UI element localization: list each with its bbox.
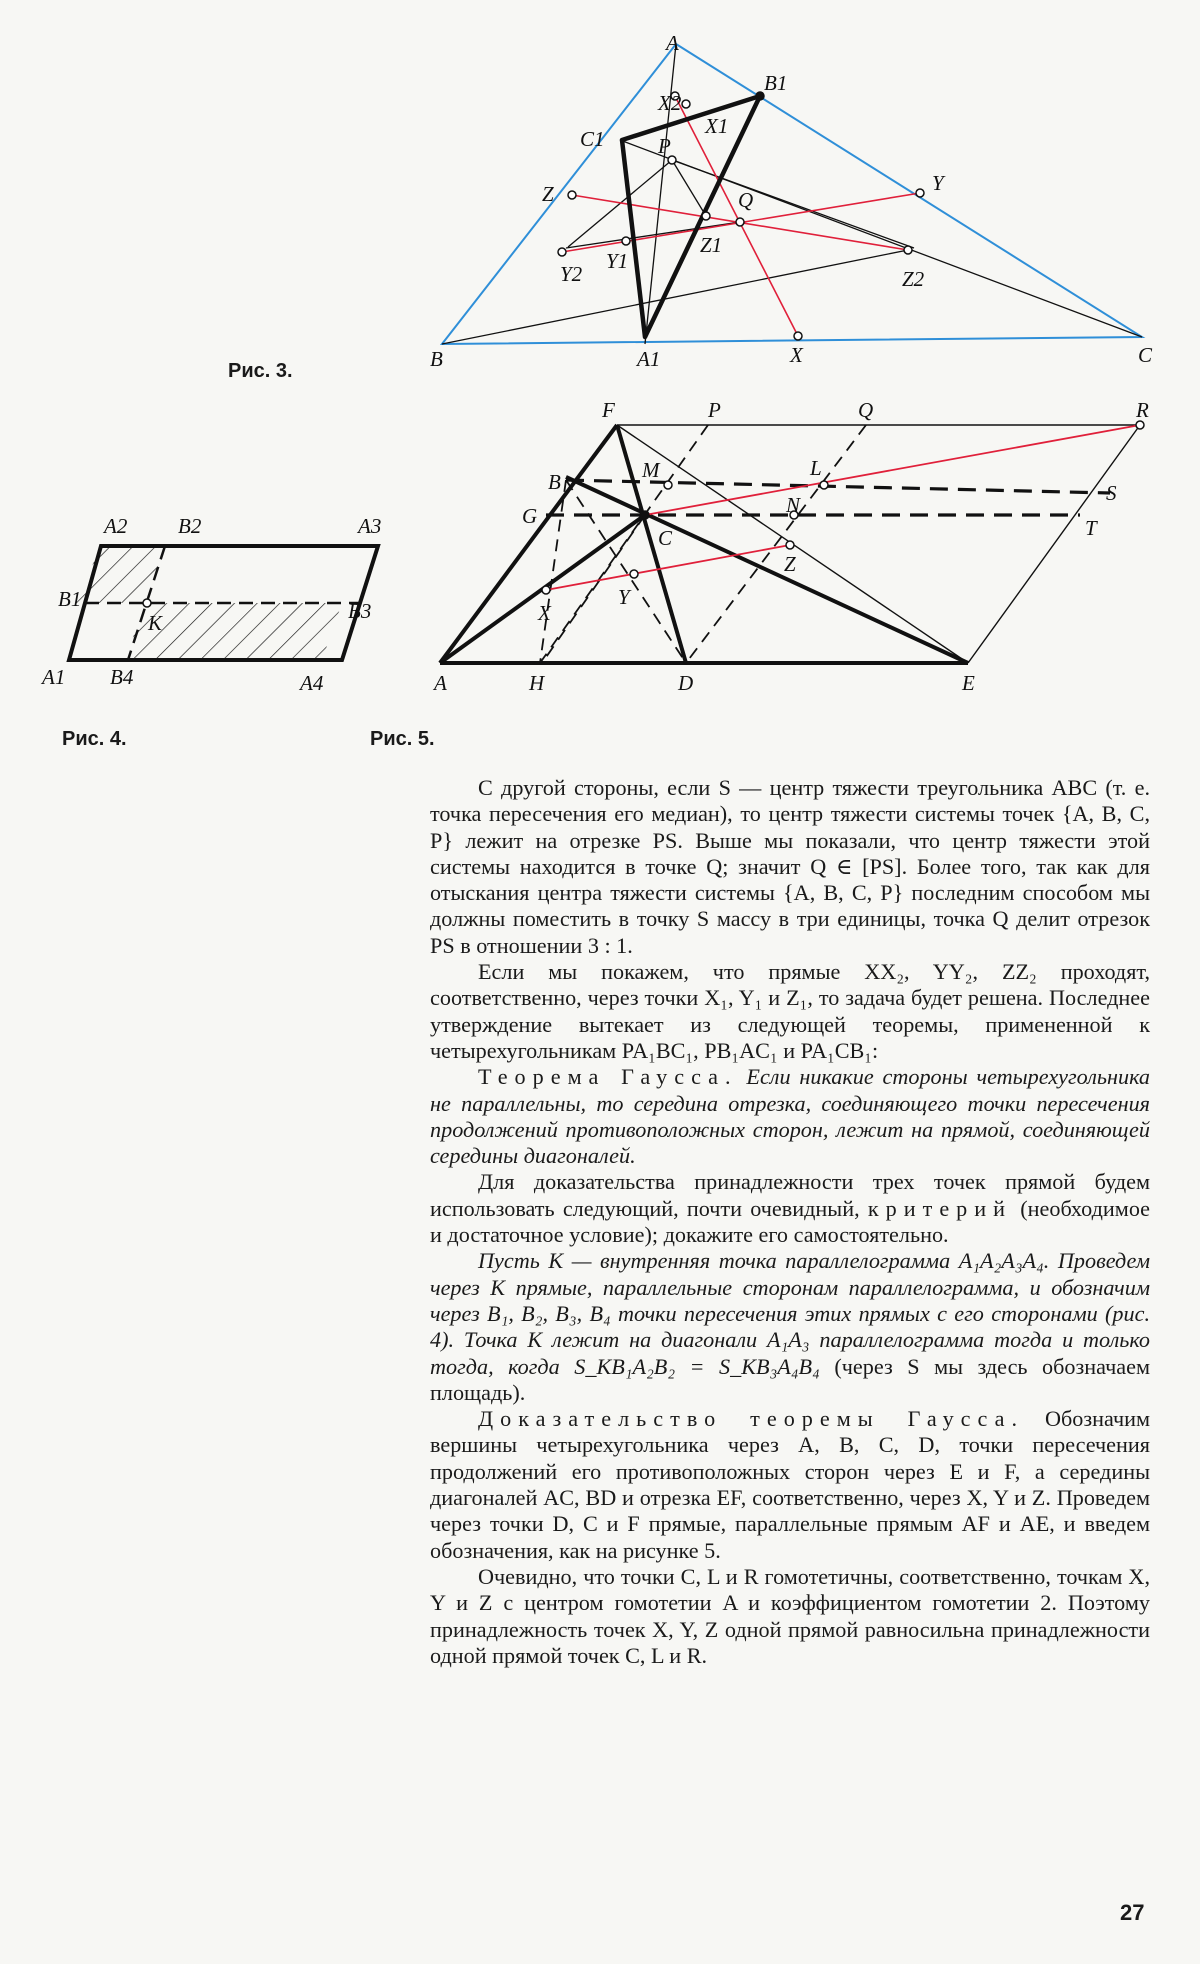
fig5-label-T: T (1085, 516, 1097, 540)
fig4-label-B2: B2 (178, 514, 202, 538)
fig4-label-B4: B4 (110, 665, 134, 689)
fig5-label-Y: Y (618, 585, 630, 609)
fig3-label-Z1: Z1 (700, 233, 723, 257)
fig3-label-Y2: Y2 (560, 262, 583, 286)
fig3-label-Z: Z (542, 182, 554, 206)
fig4-label-A3: A3 (358, 514, 382, 538)
fig3-label-A1: A1 (637, 347, 661, 371)
paragraph-7: Очевидно, что точки C, L и R гомотетичны, соответственно, точкам X, Y и Z с центром гомотетии A и коэффициентом гомотетии 2. Поэтому принадлежность точек X, Y, Z одной прямой равносильна принадлежности одной прямой точек C, L и R. (430, 1563, 1150, 1668)
caption-fig5: Рис. 5. (370, 728, 435, 750)
fig3-label-X2: X2 (658, 91, 682, 115)
fig5-label-E: E (962, 671, 975, 695)
fig5-thin-lines (617, 425, 1140, 663)
fig3-label-Q: Q (738, 188, 754, 212)
caption-fig3: Рис. 3. (228, 360, 293, 382)
fig5-label-R: R (1136, 398, 1149, 422)
fig3-label-B: B (430, 347, 443, 371)
paragraph-4 (430, 1169, 1150, 1248)
fig3-bold-quad (622, 96, 760, 337)
fig3-label-X: X (790, 343, 803, 367)
fig4-label-A2: A2 (104, 514, 128, 538)
fig5-label-L: L (810, 456, 822, 480)
lemma-statement: Пусть K — внутренняя точка параллелограмма A₁A₂A₃A₄. Проведем через K прямые, параллельные сторонам параллелограмма, и обозначим через B₁, B₂, B₃, B₄ точки пересечения этих прямых с его сторонами (рис. 4). Точка K лежит на диагонали A₁A₃ параллелограмма тогда и только тогда, когда (430, 1248, 1150, 1379)
paragraph-1: С другой стороны, если S — центр тяжести треугольника ABC (т. е. точка пересечения его медиан), то центр тяжести системы точек {A, B, C, P} лежит на отрезке PS. Выше мы показали, что центр тяжести этой системы находится в точке Q; значит Q ∈ [PS]. Более того, так как для отыскания центра тяжести системы {A, B, C, P} последним способом мы должны поместить в точку S массу в три единицы, точка Q делит отрезок PS в отношении 3 : 1. (430, 775, 1150, 958)
page-number: 27 (1120, 1900, 1145, 1925)
fig5-label-C: C (658, 526, 673, 550)
paragraph-3 (430, 1064, 1150, 1169)
fig5-label-M: M (642, 458, 660, 482)
fig3-label-B1: B1 (764, 71, 788, 95)
fig4-label-K: K (148, 611, 163, 635)
fig5-label-P: P (708, 398, 721, 422)
theorem-heading: Теорема Гаусса. (478, 1064, 738, 1090)
fig3-label-Z2: Z2 (902, 267, 925, 291)
fig3-label-Y: Y (932, 171, 944, 195)
fig5-label-H: H (529, 671, 545, 695)
fig3-label-C1: C1 (580, 127, 605, 151)
fig5-label-D: D (678, 671, 694, 695)
fig3-label-A: A (666, 31, 679, 55)
fig5-label-X: X (538, 601, 551, 625)
fig5-label-F: F (602, 398, 615, 422)
fig3-label-Y1: Y1 (606, 249, 629, 273)
fig4-label-B3: B3 (348, 599, 372, 623)
fig5-label-A: A (434, 671, 447, 695)
fig5-label-Z: Z (784, 552, 796, 576)
theorem-statement: Если никакие стороны четырехугольника не параллельны, то середина отрезка, соединяющего точки пересечения продолжений противоположных сторон, лежит на прямой, соединяющей середины диагоналей. (430, 1064, 1151, 1169)
fig5-label-N: N (786, 493, 801, 517)
paragraph-6 (430, 1406, 1150, 1564)
fig3-label-X1: X1 (705, 114, 729, 138)
fig4-label-A4: A4 (300, 671, 324, 695)
fig5-label-B: B (548, 470, 561, 494)
paragraph-4-part-b: (необходимое и достаточное условие); докажите его самостоятельно. (430, 1195, 1151, 1248)
fig5-label-G: G (522, 504, 538, 528)
fig4-label-A1: A1 (42, 665, 66, 689)
figures-svg (0, 0, 1200, 780)
caption-fig4: Рис. 4. (62, 728, 127, 750)
figure-4 (40, 514, 381, 695)
fig3-points (558, 92, 924, 340)
fig3-label-P: P (658, 134, 671, 158)
fig5-label-Q: Q (858, 398, 874, 422)
fig3-label-C: C (1138, 343, 1153, 367)
paragraph-4-part-a: Для доказательства принадлежности трех точек прямой будем использовать следующий, почти очевидный, (430, 1169, 1150, 1221)
paragraph-2: Если мы покажем, что прямые XX₂, YY₂, ZZ₂ проходят, соответственно, через точки X₁, Y₁ и Z₁, то задача будет решена. Последнее утверждение вытекает из следующей теоремы, примененной к четырехугольникам PA₁BC₁, PB₁AC₁ и PA₁CB₁: (430, 959, 1150, 1063)
paragraph-5 (430, 1248, 1150, 1406)
proof-heading: Доказательство теоремы Гаусса. (478, 1406, 1025, 1432)
fig5-label-S: S (1106, 481, 1117, 505)
fig5-bold-lines (440, 425, 968, 663)
fig4-label-B1: B1 (58, 587, 82, 611)
figure-5 (432, 398, 1149, 695)
body-text (430, 775, 1150, 1669)
paragraph-5-tail: (через S мы здесь обозначаем площадь). (430, 1353, 1151, 1405)
proof-body: Обозначим вершины четырехугольника через A, B, C, D, точки пересечения продолжений его противоположных сторон через E и F, а середины диагоналей AC, BD и отрезка EF, соответственно, через X, Y и Z. Проведем через точки D, C и F прямые, параллельные прямым AF и AE, и введем обозначения, как на рисунке 5. (430, 1406, 1151, 1563)
criterion-word: критерий (867, 1195, 1013, 1221)
area-formula: S_KB₁A₂B₂ = S_KB₃A₄B₄ (574, 1353, 820, 1379)
figure-3 (430, 31, 1153, 371)
